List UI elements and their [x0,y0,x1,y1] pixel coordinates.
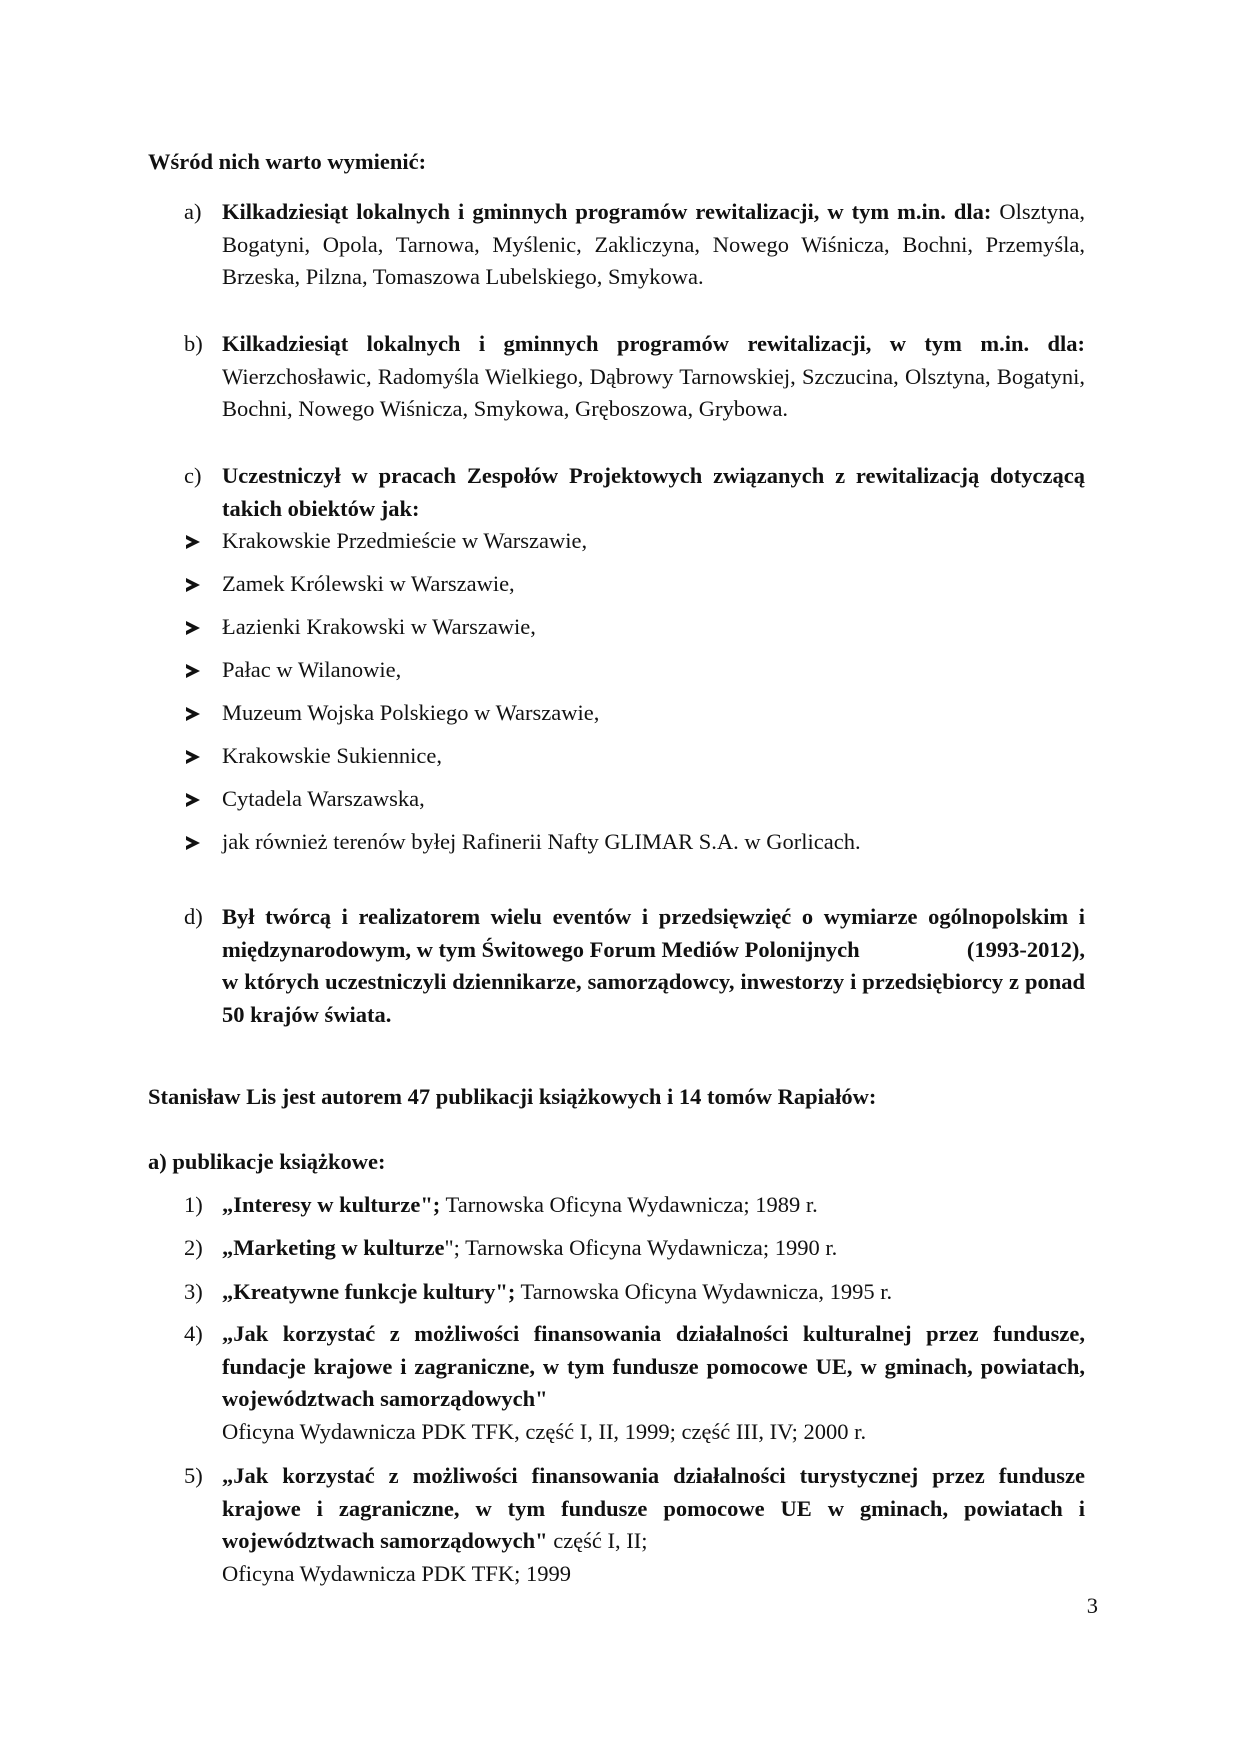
list-item-a: a) Kilkadziesiąt lokalnych i gminnych programów rewitalizacji, w tym m.in. dla: Olsztyna, Bogatyni, Opola, Tarnowa, Myślenic, Zakliczyna, Nowego Wiśnicza, Bochni, Przemyśla, Brzeska, Pilzna, Tomaszowa Lubelskiego, Smykowa. [184,196,1085,294]
list-label: c) [184,463,202,488]
list-item: Muzeum Wojska Polskiego w Warszawie, [184,697,1085,730]
list-item: Łazienki Krakowski w Warszawie, [184,611,1085,644]
publications-heading: a) publikacje książkowe: [148,1149,386,1174]
list-item-b: b) Kilkadziesiąt lokalnych i gminnych programów rewitalizacji, w tym m.in. dla: Wierzchosławic, Radomyśla Wielkiego, Dąbrowy Tarnowskiej, Szczucina, Olsztyna, Bogatyni, Bochni, Nowego Wiśnicza, Smykowa, Gręboszowa, Grybowa. [184,328,1085,426]
list-item-d: d) Był twórcą i realizatorem wielu eventów i przedsięwzięć o wymiarze ogólnopolskim i międzynarodowym, w tym Świtowego Forum Mediów Polonijnych (1993-2012), w których uczestniczyli dziennikarze, samorządowcy, inwestorzy i przedsiębiorcy z ponad 50 krajów świata. [184,901,1085,1031]
arrow-bullet-icon [186,707,200,721]
list-item: jak również terenów byłej Rafinerii Nafty GLIMAR S.A. w Gorlicach. [184,826,1085,859]
page-number: 3 [1086,1593,1098,1618]
publication-item: 4) „Jak korzystać z możliwości finansowania działalności kulturalnej przez fundusze, fundacje krajowe i zagraniczne, w tym fundusze pomocowe UE, w gminach, powiatach, województwach samorządowych" Oficyna Wydawnicza PDK TFK, część I, II, 1999; część III, IV; 2000 r. [184,1321,1085,1444]
list-item: Zamek Królewski w Warszawie, [184,568,1085,601]
list-item: Krakowskie Przedmieście w Warszawie, [184,525,1085,558]
list-item-c: c) Uczestniczył w pracach Zespołów Projektowych związanych z rewitalizacją dotyczącą takich obiektów jak: [184,460,1085,525]
publication-item: 2) „Marketing w kulturze"; Tarnowska Oficyna Wydawnicza; 1990 r. [184,1235,838,1260]
summary-heading: Stanisław Lis jest autorem 47 publikacji książkowych i 14 tomów Rapiałów: [148,1084,877,1109]
arrow-bullet-icon [186,578,200,592]
arrow-bullet-icon [186,535,200,549]
years-range: (1993-2012), [966,936,1085,962]
arrow-bullet-icon [186,621,200,635]
list-label: b) [184,331,203,356]
list-item: Pałac w Wilanowie, [184,654,1085,687]
publication-item: 5) „Jak korzystać z możliwości finansowania działalności turystycznej przez fundusze krajowe i zagraniczne, w tym fundusze pomocowe UE w gminach, powiatach i województwach samorządowych" część I, II; Oficyna Wydawnicza PDK TFK; 1999 [184,1463,1085,1586]
arrow-bullet-icon [186,664,200,678]
list-item: Cytadela Warszawska, [184,783,1085,816]
arrow-bullet-icon [186,836,200,850]
publication-item: 3) „Kreatywne funkcje kultury"; Tarnowska Oficyna Wydawnicza, 1995 r. [184,1279,893,1304]
arrow-bullet-icon [186,750,200,764]
arrow-bullet-icon [186,793,200,807]
publication-item: 1) „Interesy w kulturze"; Tarnowska Oficyna Wydawnicza; 1989 r. [184,1192,818,1217]
list-item: Krakowskie Sukiennice, [184,740,1085,773]
list-label: d) [184,904,203,929]
intro-heading: Wśród nich warto wymienić: [148,149,427,174]
list-label: a) [184,199,202,224]
